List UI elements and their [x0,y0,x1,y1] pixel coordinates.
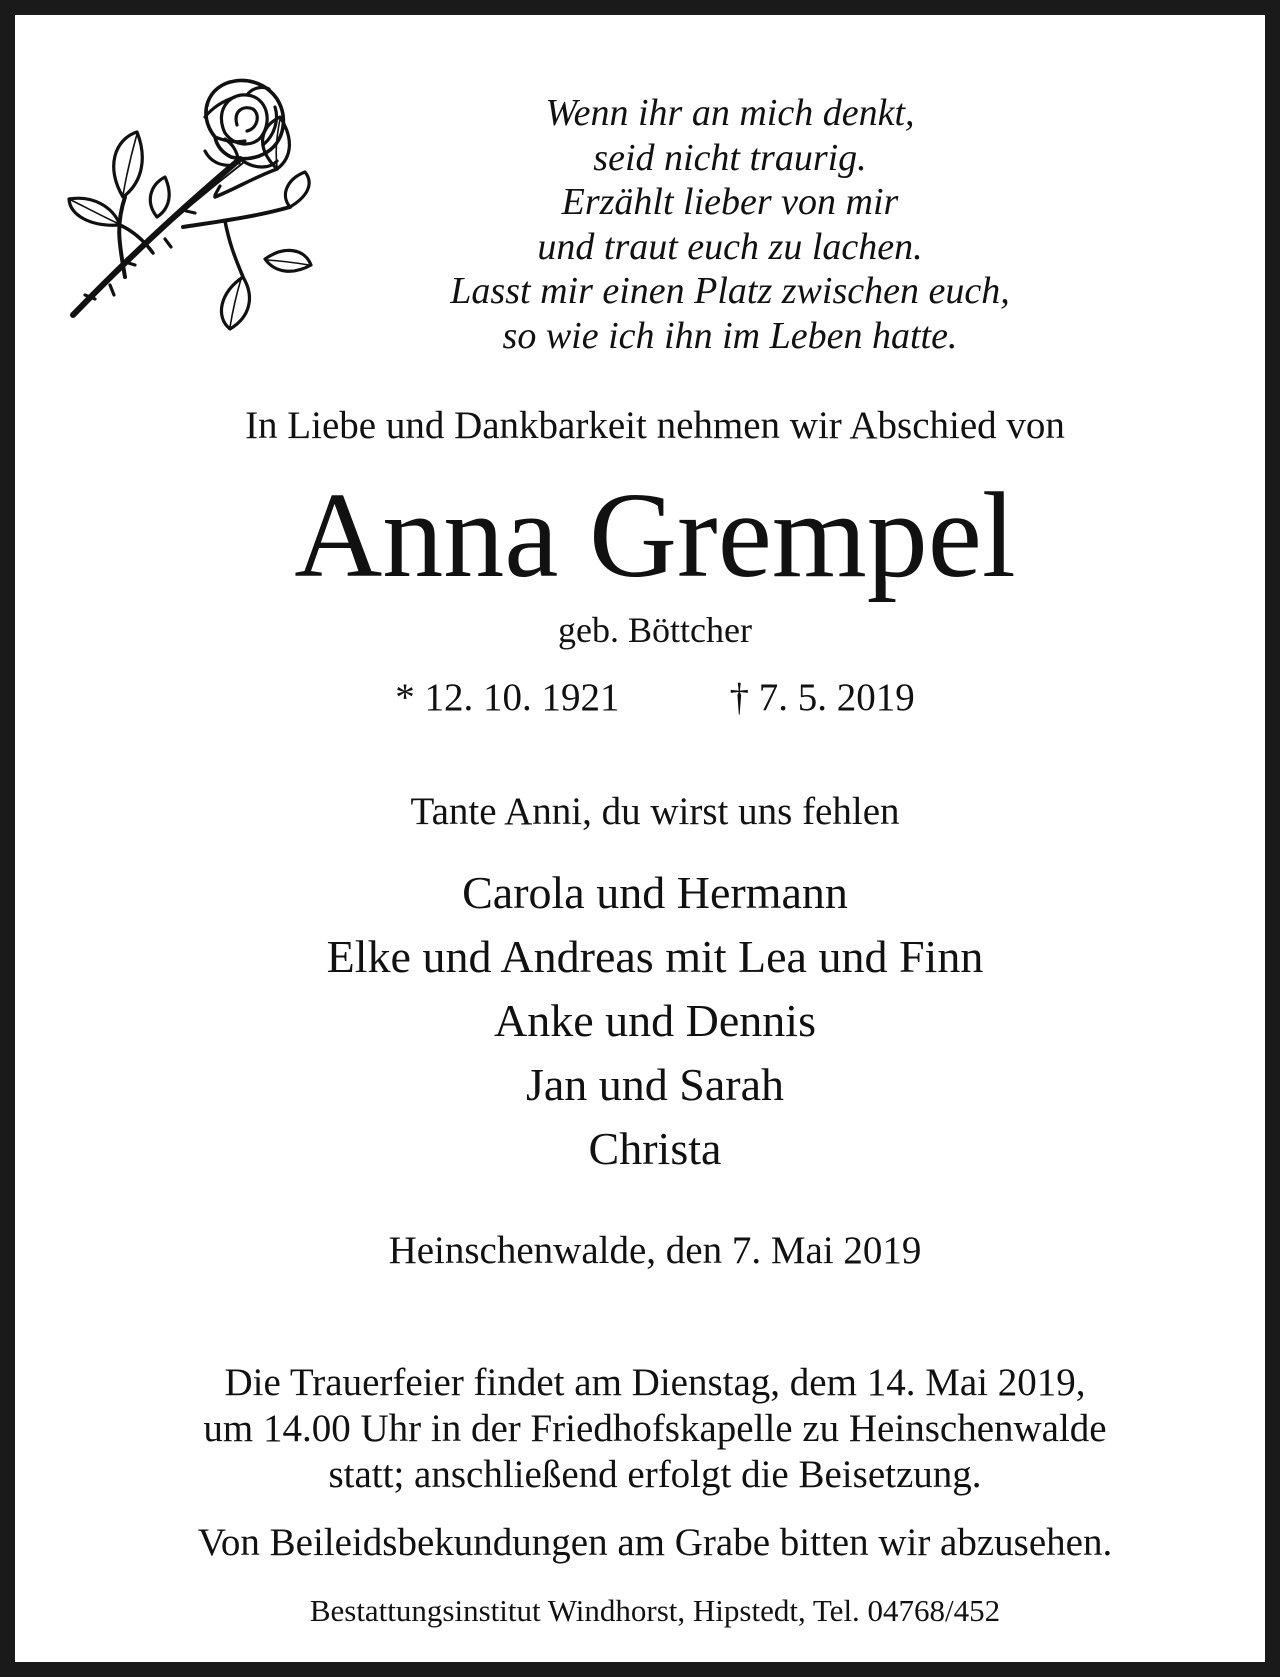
poem-line: so wie ich ihn im Leben hatte. [502,314,958,357]
service-line: statt; anschließend erfolgt die Beisetzung. [328,1453,982,1496]
mourner: Anke und Dennis [494,995,816,1046]
mourner: Jan und Sarah [525,1059,785,1110]
intro-text: In Liebe und Dankbarkeit nehmen wir Abschied von [245,404,1065,447]
maiden-name: geb. Böttcher [558,610,752,650]
poem-line: Lasst mir einen Platz zwischen euch, [450,270,1010,312]
funeral-home: Bestattungsinstitut Windhorst, Hipstedt, Tel. 04768/452 [309,1593,1001,1628]
mourners-list [30,861,1280,1181]
mourner: Elke und Andreas mit Lea und Finn [326,931,984,982]
mourner: Carola und Hermann [462,867,848,918]
condolence-note: Von Beileidsbekundungen am Grabe bitten wir abzusehen. [197,1521,1113,1564]
deceased-name: Anna Grempel [294,468,1016,603]
poem-line: Wenn ihr an mich denkt, [545,92,915,134]
service-line: um 14.00 Uhr in der Friedhofskapelle zu Heinschenwalde [203,1407,1107,1450]
birth-date: * 12. 10. 1921 [395,676,620,719]
death-date: † 7. 5. 2019 [729,676,915,719]
place-date: Heinschenwalde, den 7. Mai 2019 [388,1229,922,1272]
life-dates [30,675,1280,720]
poem-line: seid nicht traurig. [593,136,867,179]
farewell-motto: Tante Anni, du wirst uns fehlen [410,790,900,833]
mourner: Christa [588,1123,722,1174]
poem-line: Erzählt lieber von mir [561,181,899,223]
rose-icon [65,77,315,347]
service-info [30,1360,1280,1498]
poem [345,91,1115,358]
service-line: Die Trauerfeier findet am Dienstag, dem 14. Mai 2019, [224,1361,1086,1404]
poem-line: und traut euch zu lachen. [537,225,923,268]
